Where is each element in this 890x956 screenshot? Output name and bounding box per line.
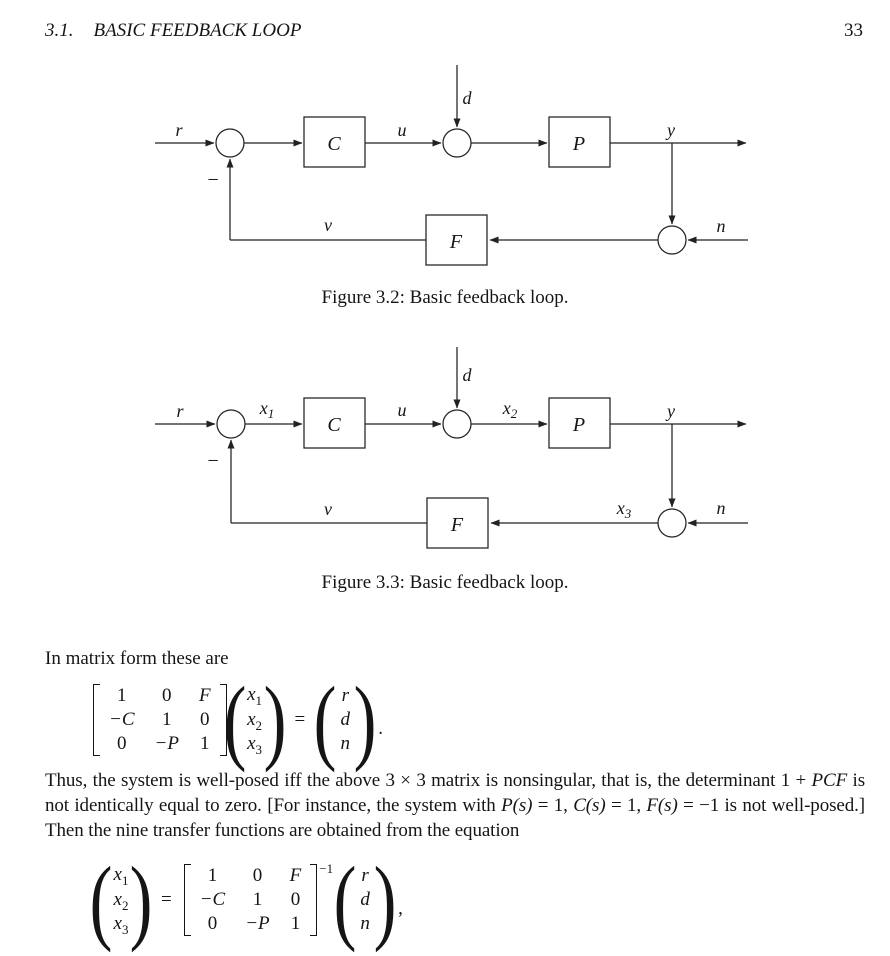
sum-junction-mid <box>443 410 471 438</box>
equation-period: . <box>378 718 384 739</box>
vector-cell <box>247 733 262 756</box>
vector-cell: n <box>340 733 351 754</box>
matrix-cell: F <box>198 685 211 706</box>
sum-junction-right <box>658 226 686 254</box>
math-var: P(s) <box>501 795 533 816</box>
caption-fig-3-2: Figure 3.2: Basic feedback loop. <box>321 287 569 308</box>
vector-cell: d <box>360 889 370 910</box>
vector-cell <box>247 709 262 732</box>
right-square-bracket <box>310 864 317 936</box>
var-sub: 3 <box>121 922 129 938</box>
matrix-cell: 1 <box>252 889 263 910</box>
left-square-bracket <box>93 684 100 756</box>
matrix-cell: −P <box>154 733 179 754</box>
label-block-C: C <box>327 133 341 155</box>
right-paren: ) <box>353 667 377 773</box>
section-number: 3.1. <box>45 20 74 41</box>
label-n: n <box>716 498 726 518</box>
equation-comma: , <box>398 898 403 919</box>
right-paren: ) <box>373 847 397 953</box>
label-d: d <box>462 88 472 108</box>
label-u: u <box>397 400 407 420</box>
left-square-bracket <box>184 864 191 936</box>
matrix-cell: 0 <box>290 889 301 910</box>
var-base: x <box>247 683 256 705</box>
left-paren: ( <box>89 847 113 953</box>
vector-cell: d <box>340 709 351 730</box>
figure-3-3-diagram <box>0 341 890 563</box>
figure-3-2-diagram <box>0 60 890 278</box>
matrix-cell: 1 <box>207 865 218 886</box>
var-sub: 2 <box>121 897 129 913</box>
math-var: C(s) <box>573 795 606 816</box>
paragraph-text: = 1, <box>605 795 647 816</box>
var-base: x <box>113 913 122 935</box>
matrix-cell: 0 <box>207 913 218 934</box>
vector-cell <box>114 889 129 912</box>
label-x1 <box>259 398 275 421</box>
label-block-P: P <box>572 414 586 436</box>
label-y: y <box>667 120 675 140</box>
sum-junction-right <box>658 509 686 537</box>
label-r: r <box>176 401 184 421</box>
left-paren: ( <box>333 847 357 953</box>
minus-sign: − <box>206 169 220 191</box>
var-sub: 3 <box>255 742 263 758</box>
label-n: n <box>716 216 726 236</box>
body-paragraph <box>45 768 865 843</box>
paragraph-text: = 1, <box>532 795 574 816</box>
var-base: x <box>113 863 122 885</box>
label-x3-base: x <box>616 498 625 518</box>
running-header <box>45 20 863 42</box>
matrix-cell: −P <box>245 913 270 934</box>
paragraph-text: is not identically equal to zero. [For instance, the system with <box>45 770 866 816</box>
var-base: x <box>247 733 256 755</box>
vector-cell <box>247 684 262 707</box>
var-sub: 1 <box>255 692 263 708</box>
matrix-cell: 0 <box>199 709 210 730</box>
matrix-3x3 <box>195 865 307 935</box>
minus-sign: − <box>206 450 220 472</box>
label-v: v <box>324 215 332 235</box>
sum-junction-left <box>216 129 244 157</box>
label-x1-sub: 1 <box>267 406 275 421</box>
var-sub: 2 <box>255 717 263 733</box>
math-var: F(s) <box>646 795 678 816</box>
sum-junction-mid <box>443 129 471 157</box>
inverse-superscript: −1 <box>319 861 334 876</box>
equals-sign: = <box>294 709 306 730</box>
label-y: y <box>667 401 675 421</box>
sum-junction-left <box>217 410 245 438</box>
matrix-cell: 1 <box>117 685 127 706</box>
left-paren: ( <box>313 667 337 773</box>
page-number: 33 <box>844 20 863 41</box>
label-block-C: C <box>327 414 341 436</box>
matrix-cell: 1 <box>161 709 172 730</box>
matrix-cell: 0 <box>161 685 172 706</box>
vector-cell <box>114 913 129 936</box>
vector-cell: n <box>360 913 370 934</box>
matrix-cell: 0 <box>252 865 263 886</box>
label-u: u <box>397 120 407 140</box>
right-paren: ) <box>129 847 153 953</box>
section-heading <box>45 20 301 42</box>
label-block-F: F <box>450 514 464 536</box>
label-block-F: F <box>449 231 463 253</box>
label-x1-base: x <box>259 398 268 418</box>
matrix-cell: 1 <box>199 733 210 754</box>
paragraph-text: Thus, the system is well-posed iff the above 3 × 3 matrix is nonsingular, that is, the determinant 1 + <box>45 770 812 791</box>
vector-cell <box>114 864 129 887</box>
equation-1 <box>93 667 384 773</box>
var-sub: 1 <box>121 872 129 888</box>
label-r: r <box>175 120 183 140</box>
label-x3 <box>616 498 632 521</box>
intro-text: In matrix form these are <box>45 648 229 669</box>
matrix-3x3 <box>104 685 216 755</box>
label-x2-base: x <box>502 398 511 418</box>
label-x2 <box>502 398 518 421</box>
caption-fig-3-3: Figure 3.3: Basic feedback loop. <box>321 572 569 593</box>
matrix-cell: 0 <box>117 733 127 754</box>
vector-cell: r <box>341 685 349 706</box>
label-x2-sub: 2 <box>510 406 518 421</box>
var-base: x <box>113 888 122 910</box>
right-paren: ) <box>263 667 286 773</box>
math-var: PCF <box>811 770 848 791</box>
matrix-cell: 1 <box>290 913 301 934</box>
equation-2 <box>89 847 403 953</box>
vector-cell: r <box>361 865 369 886</box>
matrix-cell: F <box>289 865 302 886</box>
matrix-cell: −C <box>199 889 226 910</box>
matrix-cell: −C <box>109 709 135 730</box>
label-d: d <box>462 365 472 385</box>
left-paren: ( <box>223 667 246 773</box>
paragraph-text: = −1 is not well-posed.] Then the nine transfer functions are obtained from the equation <box>45 795 865 841</box>
var-base: x <box>247 708 256 730</box>
label-v: v <box>324 499 332 519</box>
label-x3-sub: 3 <box>624 506 632 521</box>
equals-sign: = <box>161 889 172 910</box>
section-title: BASIC FEEDBACK LOOP <box>93 20 302 41</box>
label-block-P: P <box>572 133 586 155</box>
